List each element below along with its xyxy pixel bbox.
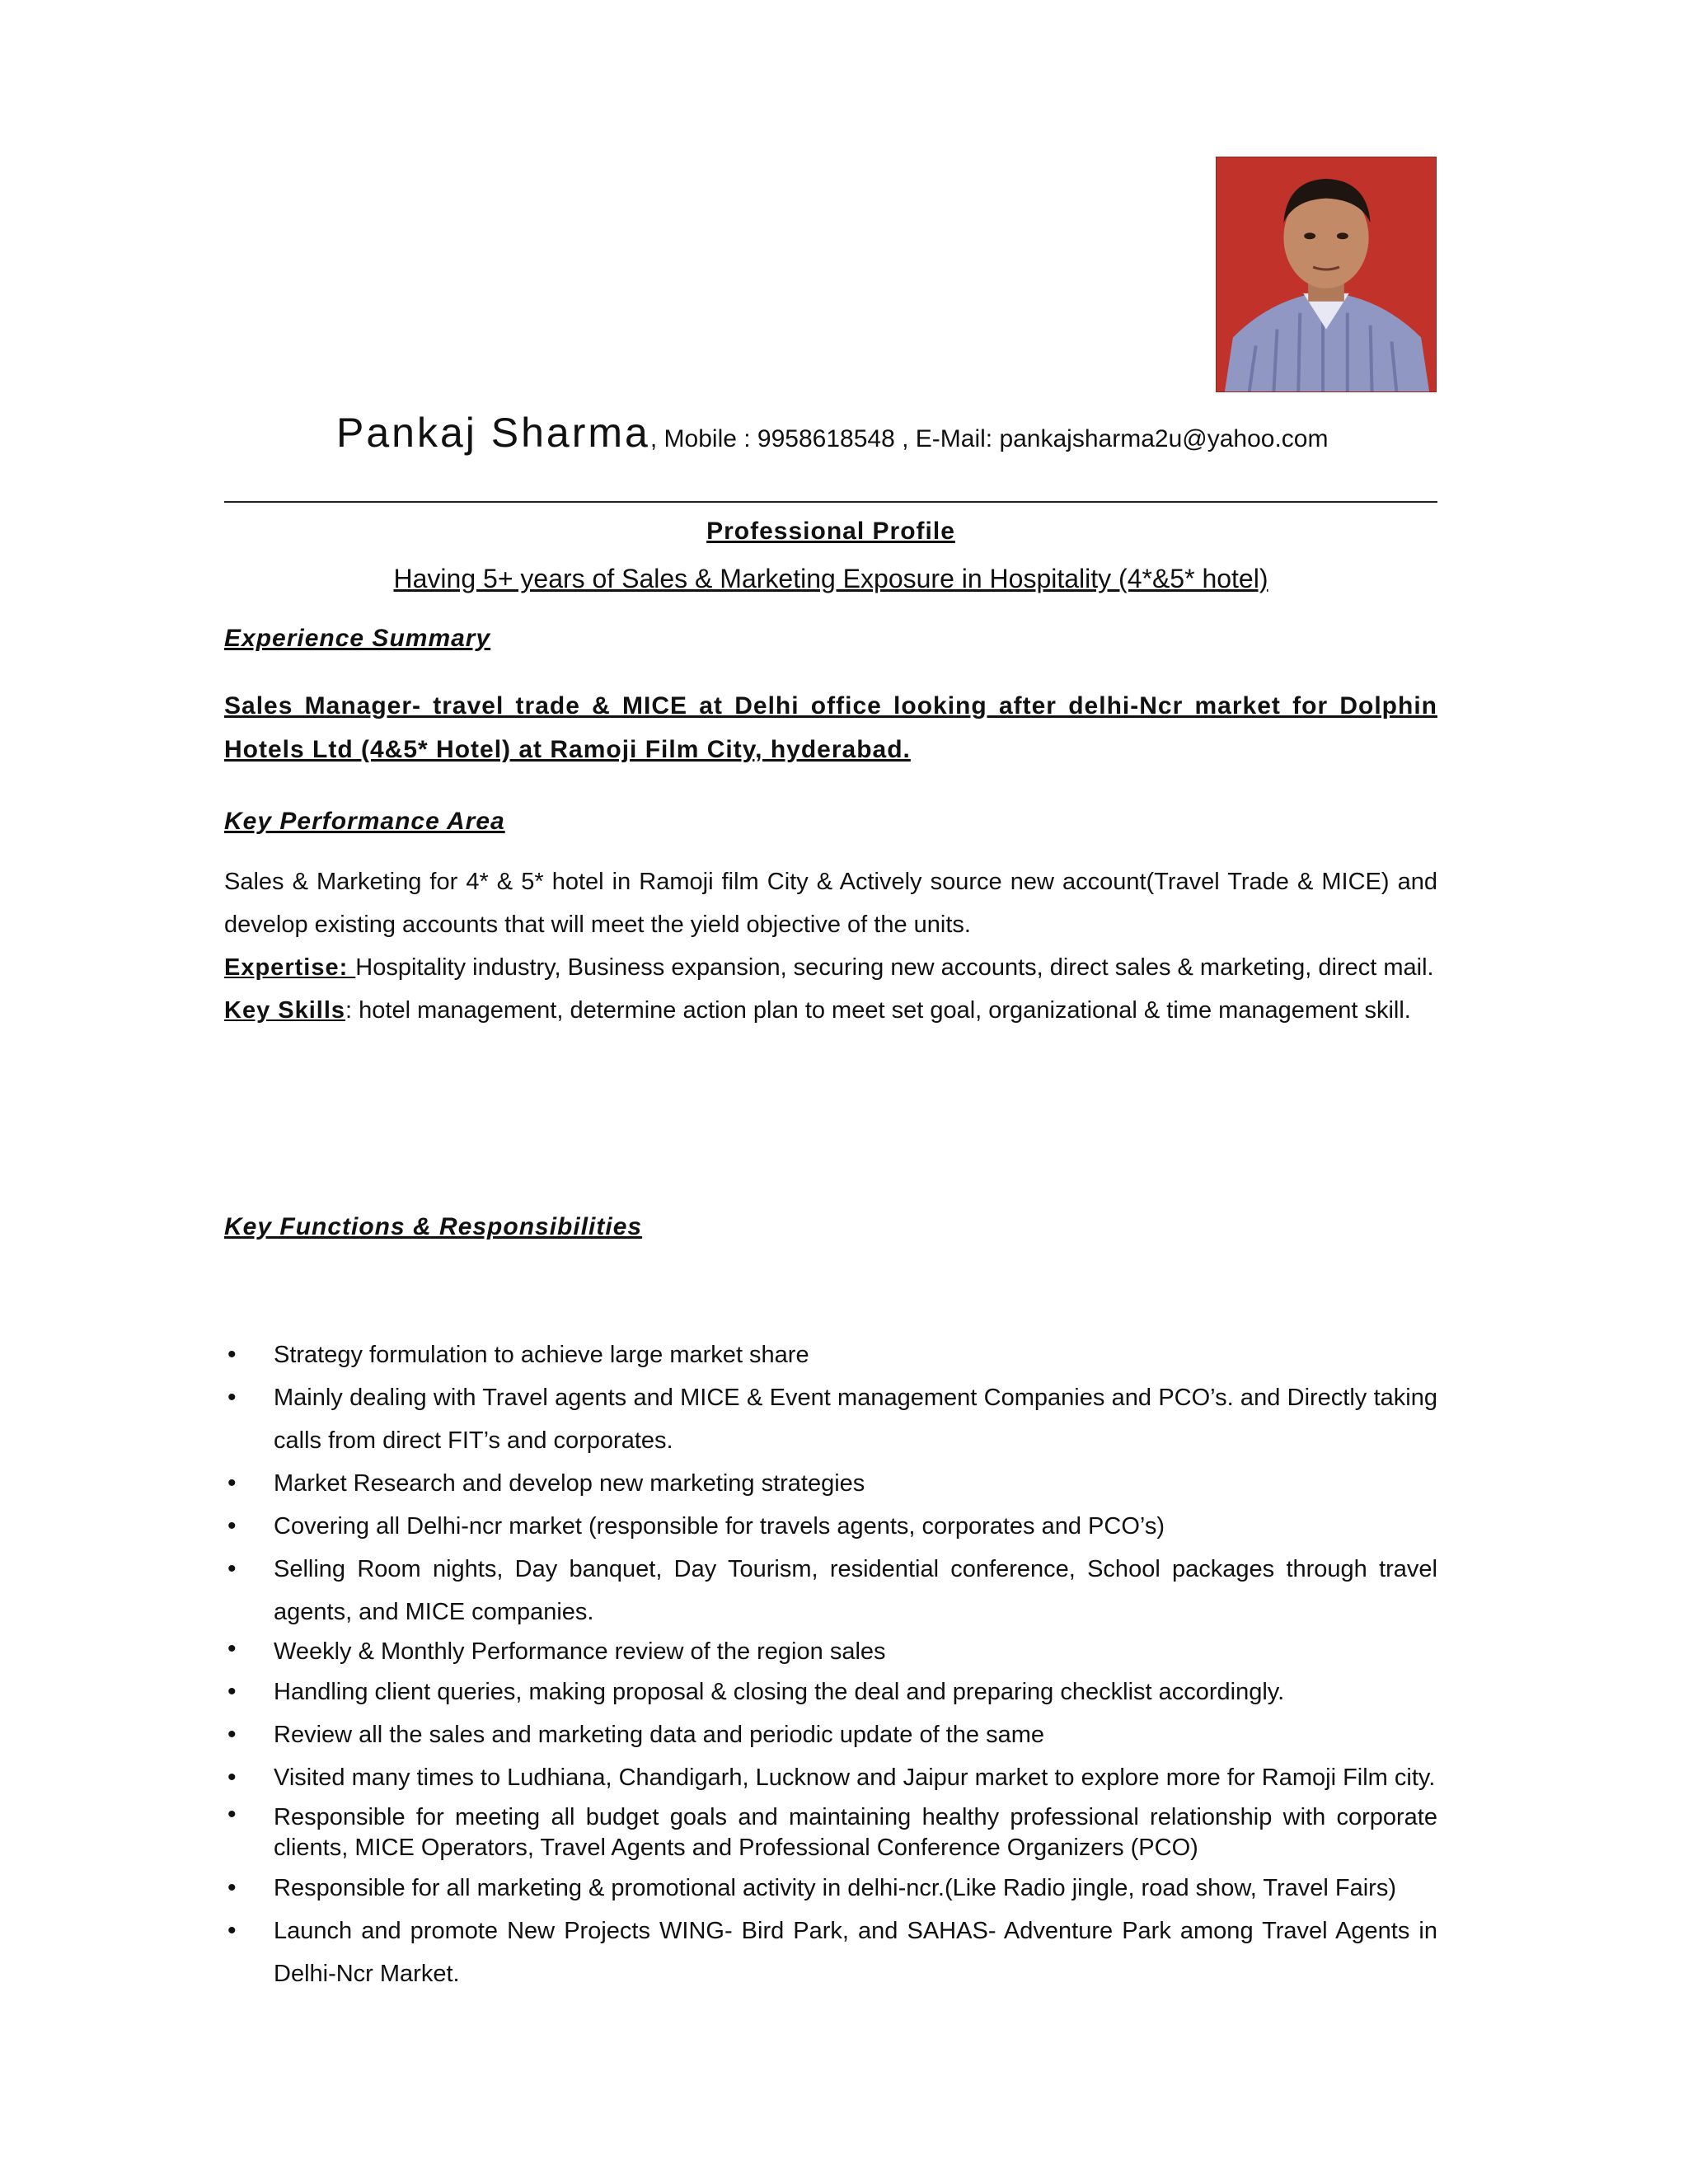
expertise-label: Expertise: [224,954,356,981]
kpa-text: Sales & Marketing for 4* & 5* hotel in Ramoji film City & Actively source new account(Travel Trade & MICE) and develop existing accounts that will meet the yield objective of the units. [224,869,1437,938]
list-item: • Covering all Delhi-ncr market (responsible for travels agents, corporates and PCO’s) [224,1505,1437,1548]
list-item: • Responsible for all marketing & promotional activity in delhi-ncr.(Like Radio jingle, road show, Travel Fairs) [224,1867,1437,1910]
profile-heading: Professional Profile [706,518,955,545]
list-item: • Handling client queries, making proposal & closing the deal and preparing checklist accordingly. [224,1671,1437,1713]
experience-role: Sales Manager- travel trade & MICE at Delhi office looking after delhi-Ncr market for Dolphin Hotels Ltd (4&5* Hotel) at Ramoji Film City, hyderabad. [224,692,1437,763]
list-item: • Responsible for meeting all budget goals and maintaining healthy professional relationship with corporate clients, MICE Operators, Travel Agents and Professional Conference Organizers (PCO) [227,1801,1437,1861]
skills-line [224,989,1437,1032]
bullet-icon: • [227,1801,237,1828]
bullet-icon: • [227,1341,237,1368]
expertise-line [224,946,1437,989]
responsibilities-list [224,1333,1437,1995]
kpa-block [224,860,1437,1032]
list-item: • Launch and promote New Projects WING- Bird Park, and SAHAS- Adventure Park among Travel Agents in Delhi-Ncr Market. [224,1910,1437,1995]
experience-heading: Experience Summary [224,625,491,652]
bullet-icon: • [227,1764,237,1791]
list-item: • Selling Room nights, Day banquet, Day Tourism, residential conference, School packages through travel agents, and MICE companies. [224,1548,1437,1633]
bullet-icon: • [227,1555,237,1582]
portrait-photo-icon [1217,157,1436,391]
candidate-name: Pankaj Sharma [336,410,650,456]
list-item: • Review all the sales and marketing data and periodic update of the same [224,1713,1437,1756]
bullet-icon: • [227,1469,237,1497]
bullet-icon: • [227,1874,237,1901]
bullet-icon: • [227,1917,237,1944]
skills-text: : hotel management, determine action plan to meet set goal, organizational & time management skill. [345,997,1411,1024]
list-item: • Market Research and develop new marketing strategies [224,1462,1437,1505]
list-item: • Weekly & Monthly Performance review of the region sales [227,1635,886,1665]
bullet-icon: • [227,1678,237,1705]
contact-details: Mobile : 9958618548 , E-Mail: pankajsharma2u@yahoo.com [657,425,1329,452]
skills-label: Key Skills [224,997,346,1024]
expertise-text: Hospitality industry, Business expansion, securing new accounts, direct sales & marketing, direct mail. [355,954,1434,981]
list-item: • Visited many times to Ludhiana, Chandigarh, Lucknow and Jaipur market to explore more for Ramoji Film city. [224,1756,1437,1799]
profile-subheading: Having 5+ years of Sales & Marketing Exposure in Hospitality (4*&5* hotel) [393,564,1268,593]
bullet-icon: • [227,1512,237,1540]
list-item: • Mainly dealing with Travel agents and MICE & Event management Companies and PCO’s. and Directly taking calls from direct FIT’s and corporates. [224,1376,1437,1462]
bullet-icon: • [227,1721,237,1748]
responsibilities-heading: Key Functions & Responsibilities [224,1213,643,1240]
header-divider [224,501,1437,503]
name-contact-line [336,409,1441,457]
list-item: • Strategy formulation to achieve large market share [224,1333,1437,1376]
kpa-heading: Key Performance Area [224,808,505,835]
portrait-photo [1216,157,1437,392]
bullet-icon: • [227,1635,237,1662]
bullet-icon: • [227,1384,237,1411]
name-separator: , [649,425,658,452]
